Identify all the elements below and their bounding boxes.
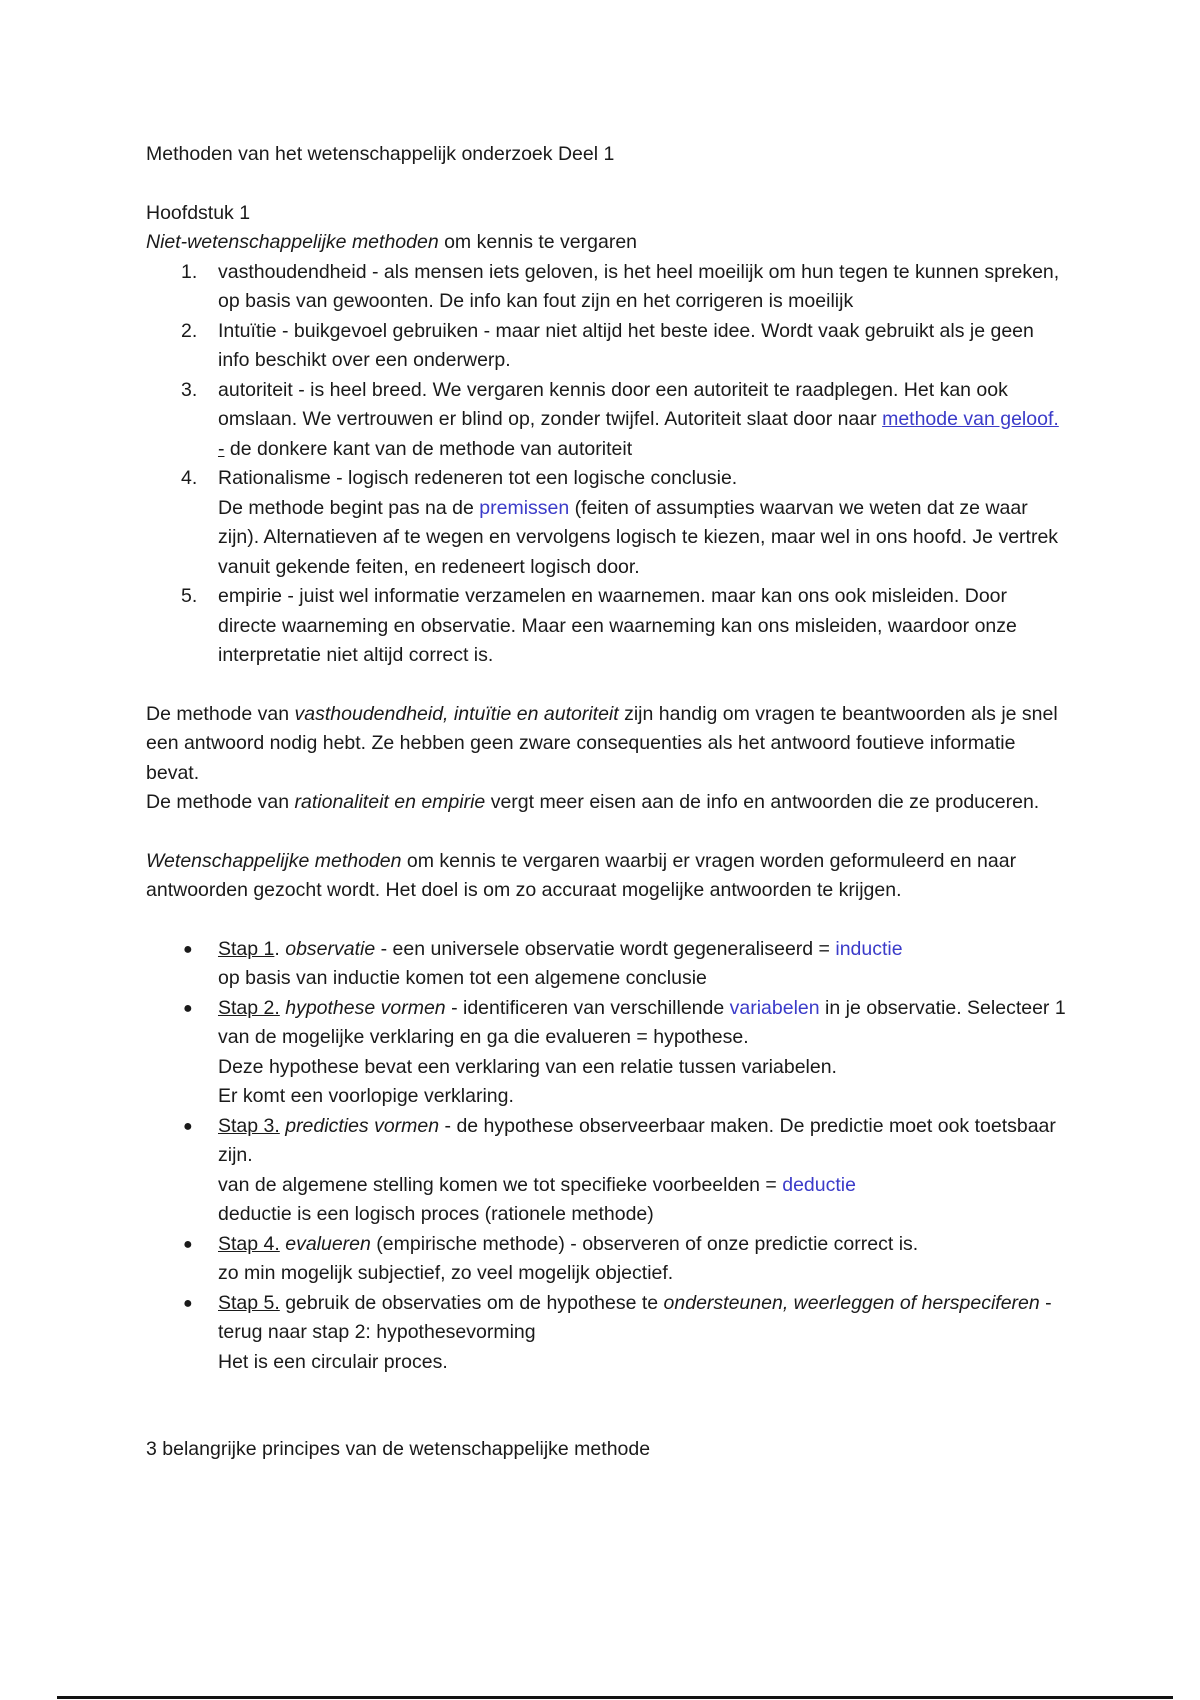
method-text: Intuïtie - buikgevoel gebruiken - maar niet altijd het beste idee. Wordt vaak gebruikt als je geen info beschikt over een onderwerp. (218, 319, 1034, 371)
step-text: gebruik de observaties om de hypothese te (279, 1291, 664, 1314)
scientific-intro-italic: Wetenschappelijke methoden (146, 849, 402, 872)
step-name: predicties vormen (285, 1114, 440, 1137)
summary-paragraph-1 (146, 700, 1066, 789)
bullet-icon: ● (183, 999, 193, 1017)
step-extra: Deze hypothese bevat een verklaring van een relatie tussen variabelen. (218, 1055, 837, 1078)
method-text: autoriteit - is heel breed. We vergaren kennis door een autoriteit te raadplegen. Het kan ook omslaan. We vertrouwen er blind op, zonder twijfel. Autoriteit slaat door naar (218, 378, 1008, 430)
method-detail (218, 494, 1066, 583)
step-label: Stap 5. (218, 1291, 280, 1314)
list-item-method-2 (218, 317, 1066, 376)
principles-heading: 3 belangrijke principes van de wetenschappelijke methode (146, 1438, 651, 1460)
page-bottom-divider (57, 1696, 1173, 1699)
step-name: observatie (285, 937, 376, 960)
nonscientific-intro (146, 228, 1066, 258)
method-detail-post: (feiten of assumpties waarvan we weten dat ze waar zijn). Alternatieven af te wegen en vervolgens logisch te kiezen, maar wel in ons hoofd. Je vertrek vanuit gekende feiten, en redeneert logisch door. (218, 496, 1059, 578)
step-extra: deductie is een logisch proces (rationele methode) (218, 1203, 654, 1225)
link-tail: - (218, 437, 225, 460)
list-item-method-5 (218, 582, 1066, 671)
summary-italic: rationaliteit en empirie (294, 791, 486, 813)
term-premissen: premissen (479, 496, 570, 519)
list-item-method-4 (218, 464, 1066, 582)
link-text[interactable]: methode van geloof. (882, 408, 1059, 430)
step-extra: op basis van inductie komen tot een algemene conclusie (218, 967, 707, 989)
step-text: (empirische methode) - observeren of onze predictie correct is. (370, 1232, 919, 1255)
chapter-heading: Hoofdstuk 1 (146, 201, 251, 224)
step-name: ondersteunen, weerleggen of herspeciferen (663, 1291, 1040, 1314)
summary-pre: De methode van (146, 791, 295, 813)
step-name: evalueren (285, 1232, 371, 1255)
summary-italic: vasthoudendheid, intuïtie en autoriteit (294, 702, 619, 725)
method-text: Rationalisme - logisch redeneren tot een logische conclusie. (218, 467, 738, 489)
step-text-2: - terug naar stap 2: hypothesevorming (218, 1291, 1052, 1343)
bullet-icon: ● (183, 940, 193, 958)
bullet-icon: ● (183, 1294, 193, 1312)
step-label: Stap 4. (218, 1232, 280, 1255)
list-item-step-1 (183, 935, 1066, 994)
term-deductie: deductie (782, 1173, 856, 1196)
step-label-tail: . (274, 937, 286, 960)
scientific-steps-list (146, 935, 1066, 1378)
list-item-step-4 (183, 1230, 1066, 1289)
list-item-method-3 (218, 376, 1066, 465)
list-item-step-2 (183, 994, 1066, 1112)
list-item-method-1 (218, 258, 1066, 317)
summary-paragraph-2 (146, 788, 1066, 818)
document-page (146, 140, 1066, 1465)
term-variabelen: variabelen (729, 996, 820, 1019)
list-item-step-3 (183, 1112, 1066, 1230)
step-extra: Het is een circulair proces. (218, 1350, 448, 1373)
term-inductie: inductie (835, 937, 903, 960)
scientific-intro (146, 847, 1066, 906)
nonscientific-intro-text: om kennis te vergaren (438, 231, 638, 253)
step-text: - een universele observatie wordt gegeneraliseerd = (375, 937, 836, 960)
document-title: Methoden van het wetenschappelijk onderzoek Deel 1 (146, 143, 615, 165)
method-detail-pre: De methode begint pas na de (218, 496, 480, 519)
nonscientific-intro-italic: Niet-wetenschappelijke methoden (146, 231, 439, 253)
step-extra: zo min mogelijk subjectief, zo veel mogelijk objectief. (218, 1262, 674, 1284)
list-item-step-5 (183, 1289, 1066, 1378)
step-text: - identificeren van verschillende (445, 996, 730, 1019)
method-text-after: de donkere kant van de methode van autoriteit (224, 437, 633, 460)
nonscientific-methods-list (146, 258, 1066, 671)
step-extra: Er komt een voorlopige verklaring. (218, 1085, 514, 1107)
step-extra (218, 1171, 1066, 1201)
step-label: Stap 1 (218, 937, 275, 960)
summary-post: vergt meer eisen aan de info en antwoorden die ze produceren. (485, 791, 1040, 813)
method-text: vasthoudendheid - als mensen iets geloven, is het heel moeilijk om hun tegen te kunnen spreken, op basis van gewoonten. De info kan fout zijn en het corrigeren is moeilijk (218, 260, 1060, 312)
step-label: Stap 3. (218, 1114, 280, 1137)
step-name: hypothese vormen (285, 996, 446, 1019)
scientific-intro-text: om kennis te vergaren waarbij er vragen worden geformuleerd en naar antwoorden gezocht wordt. Het doel is om zo accuraat mogelijke antwoorden te krijgen. (146, 849, 1017, 901)
bullet-icon: ● (183, 1235, 193, 1253)
step-text: - de hypothese observeerbaar maken. De predictie moet ook toetsbaar zijn. (218, 1114, 1056, 1166)
summary-post: zijn handig om vragen te beantwoorden als je snel een antwoord nodig hebt. Ze hebben geen zware consequenties als het antwoord foutieve informatie bevat. (146, 702, 1058, 784)
step-text-2: in je observatie. Selecteer 1 van de mogelijke verklaring en ga die evalueren = hypothese. (218, 996, 1066, 1048)
step-label: Stap 2. (218, 996, 280, 1019)
summary-pre: De methode van (146, 702, 295, 725)
step-extra-pre: van de algemene stelling komen we tot specifieke voorbeelden = (218, 1173, 783, 1196)
bullet-icon: ● (183, 1117, 193, 1135)
method-text: empirie - juist wel informatie verzamelen en waarnemen. maar kan ons ook misleiden. Door directe waarneming en observatie. Maar een waarneming kan ons misleiden, waardoor onze interpretatie niet altijd correct is. (218, 585, 1017, 666)
